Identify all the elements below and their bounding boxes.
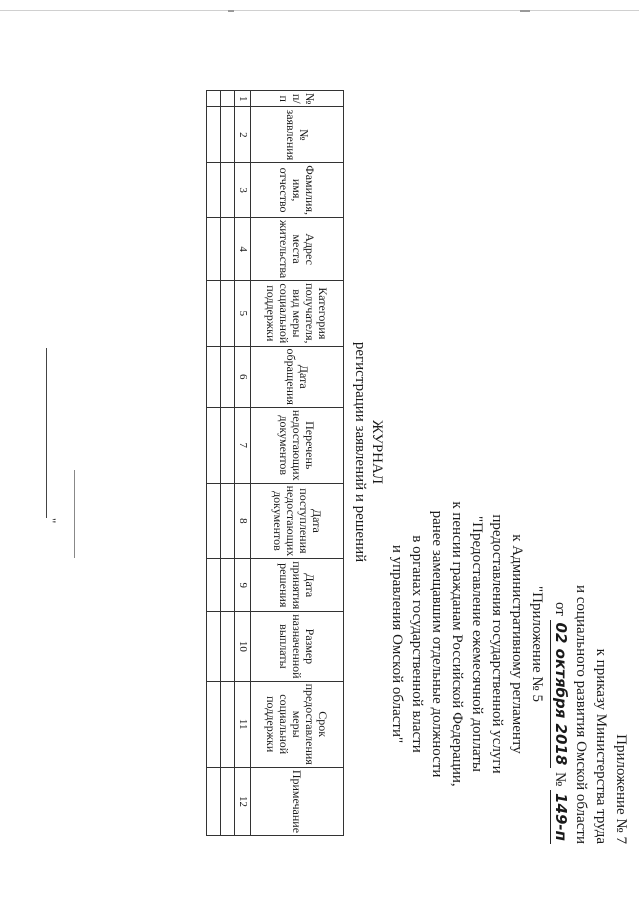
column-number: 8 (235, 483, 251, 559)
empty-cell (207, 612, 221, 681)
column-header: Категория получателя, вид меры социальной поддержки (251, 281, 344, 346)
empty-cell (207, 163, 221, 218)
column-header: № заявления (251, 107, 344, 163)
annex-7-line: и социального развития Омской области (573, 584, 589, 844)
column-number: 4 (235, 218, 251, 281)
empty-cell (207, 767, 221, 835)
column-number: 1 (235, 91, 251, 107)
column-number: 7 (235, 407, 251, 483)
column-header: Фамилия, имя, отчество (251, 163, 344, 218)
empty-cell (221, 612, 235, 681)
column-header: Перечень недостающих документов (251, 407, 344, 483)
table-header-row (251, 91, 344, 836)
empty-cell (207, 91, 221, 107)
journal-title: ЖУРНАЛ (369, 419, 385, 485)
column-number: 10 (235, 612, 251, 681)
empty-cell (221, 681, 235, 767)
annex-5-line: к Административному регламенту (509, 534, 525, 754)
empty-cell (207, 483, 221, 559)
empty-cell (221, 346, 235, 407)
column-number: 9 (235, 559, 251, 612)
signature-line (46, 348, 47, 518)
column-header: Адрес места жительства (251, 218, 344, 281)
annex-5-line: ранее замещавшим отдельные должности (429, 510, 445, 778)
column-header: Дата поступления недостающих документов (251, 483, 344, 559)
annex-5-line: и управления Омской области" (389, 544, 405, 744)
column-number: 6 (235, 346, 251, 407)
column-number: 12 (235, 767, 251, 835)
annex-7-header (550, 585, 631, 844)
journal-table (206, 90, 344, 836)
annex-5-line: "Приложение № 5 (529, 586, 545, 702)
closing-quote: " (44, 518, 59, 524)
journal-subtitle: регистрации заявлений и решений (352, 341, 368, 563)
empty-cell (221, 218, 235, 281)
column-header: Примечание (251, 767, 344, 835)
empty-cell (221, 559, 235, 612)
annex-7-line: Приложение № 7 (613, 734, 629, 844)
annex-7-line: к приказу Министерства труда (593, 648, 609, 844)
empty-cell (207, 681, 221, 767)
annex-5-header (387, 444, 547, 844)
empty-cell (221, 407, 235, 483)
journal-title-block (351, 0, 385, 904)
empty-cell (207, 559, 221, 612)
column-number: 2 (235, 107, 251, 163)
column-number: 11 (235, 681, 251, 767)
empty-cell (207, 218, 221, 281)
column-number: 3 (235, 163, 251, 218)
column-header: Срок предоставления меры социальной поддержки (251, 681, 344, 767)
column-header: Дата обращения (251, 346, 344, 407)
empty-table-row (207, 91, 221, 836)
empty-cell (221, 163, 235, 218)
order-date-handwritten: 02 октября 2018 (550, 620, 571, 769)
empty-cell (221, 483, 235, 559)
empty-cell (221, 281, 235, 346)
annex-5-line: предоставления государственной услуги (489, 514, 505, 774)
empty-cell (221, 767, 235, 835)
empty-cell (221, 91, 235, 107)
column-header: Дата принятия решения (251, 559, 344, 612)
empty-cell (207, 407, 221, 483)
annex-5-line: в органах государственной власти (409, 535, 425, 753)
annex-5-line: "Предоставление ежемесячной доплаты (469, 516, 485, 772)
column-header: Размер назначенной выплаты (251, 612, 344, 681)
empty-cell (207, 346, 221, 407)
order-number-prefix: № (552, 772, 568, 787)
empty-cell (207, 107, 221, 163)
annex-5-line: к пенсии гражданам Российской Федерации, (449, 501, 465, 787)
empty-cell (207, 281, 221, 346)
column-number-row (235, 91, 251, 836)
empty-table-row (221, 91, 235, 836)
signature-line (74, 470, 75, 558)
order-number-handwritten: 149-п (550, 790, 571, 844)
order-prefix: от (552, 601, 568, 616)
order-reference (550, 585, 571, 844)
column-number: 5 (235, 281, 251, 346)
column-header: № п/п (251, 91, 344, 107)
empty-cell (221, 107, 235, 163)
